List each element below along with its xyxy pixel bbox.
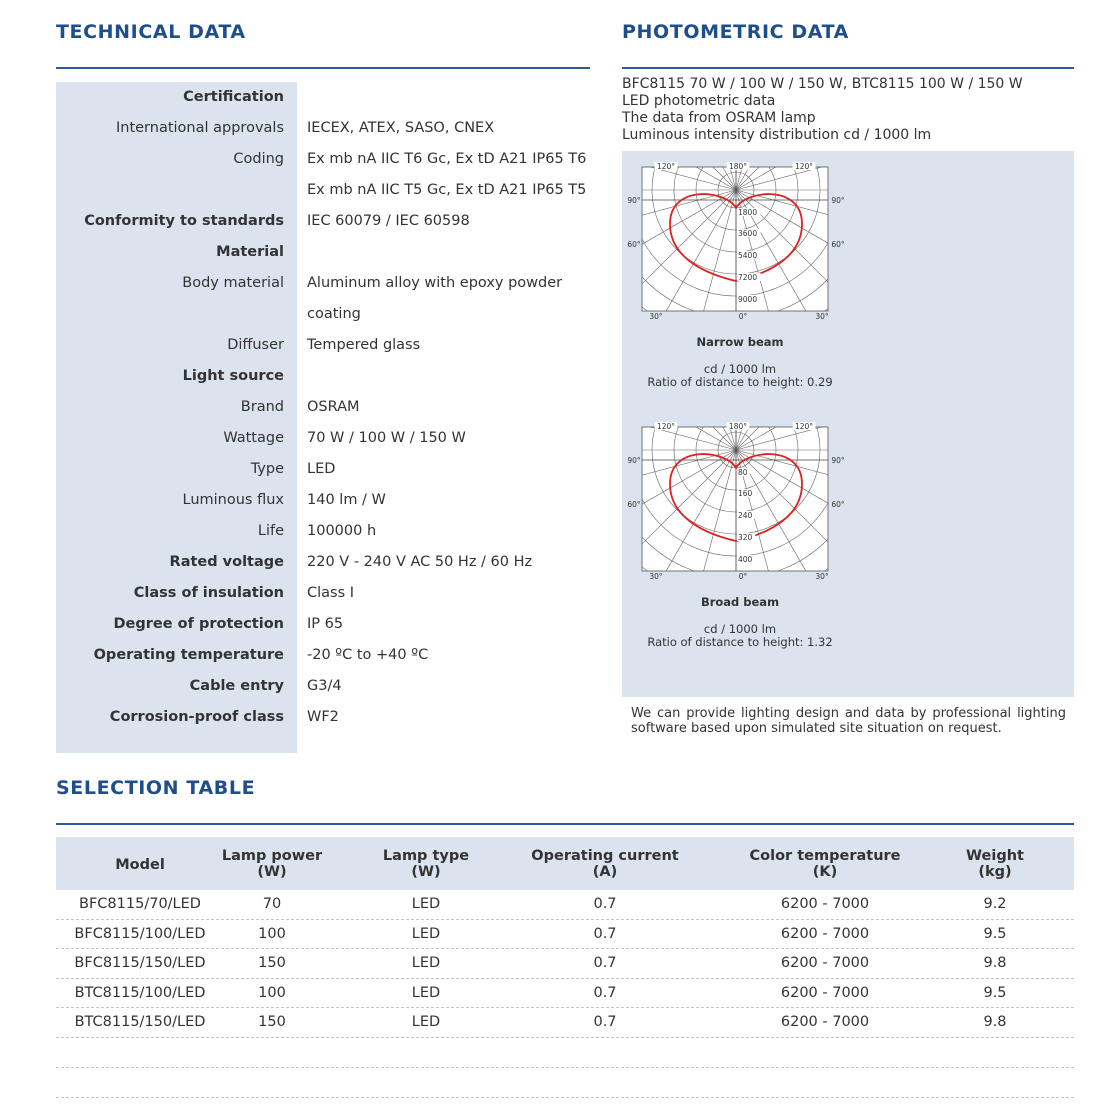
technical-row xyxy=(56,674,616,705)
header-title: Weight xyxy=(966,848,1024,864)
selection-cell: 6200 - 7000 xyxy=(780,896,870,912)
technical-row-value: Tempered glass xyxy=(307,337,421,353)
angle-label: 30° xyxy=(815,572,829,581)
technical-row-label: Body material xyxy=(182,275,284,291)
selection-cell: 6200 - 7000 xyxy=(780,955,870,971)
technical-title-rule xyxy=(56,67,590,69)
broad-beam-label: Broad beam xyxy=(700,595,780,609)
technical-row xyxy=(56,271,616,302)
ring-value-label: 320 xyxy=(738,533,753,542)
angle-label: 60° xyxy=(831,500,845,509)
selection-column-header: Model xyxy=(115,857,165,873)
broad-beam-ratio: Ratio of distance to height: 1.32 xyxy=(647,635,833,649)
photometric-lamp-source: The data from OSRAM lamp xyxy=(622,110,816,126)
selection-column-header xyxy=(531,848,678,880)
technical-row xyxy=(56,457,616,488)
technical-row-label: Conformity to standards xyxy=(84,213,284,229)
selection-cell: 0.7 xyxy=(593,984,617,1001)
selection-cell: 0.7 xyxy=(593,925,617,942)
photometric-models: BFC8115 70 W / 100 W / 150 W, BTC8115 100 W / 150 W xyxy=(622,76,1023,92)
technical-row xyxy=(56,178,616,209)
selection-cell: LED xyxy=(411,955,441,971)
selection-cell: BFC8115/150/LED xyxy=(74,955,206,971)
technical-row-label: Operating temperature xyxy=(93,647,284,663)
technical-row-value: Class I xyxy=(307,585,355,601)
technical-row xyxy=(56,550,616,581)
angle-label: 60° xyxy=(831,240,845,249)
header-unit: (W) xyxy=(411,864,441,880)
angle-label: 120° xyxy=(656,162,676,171)
selection-cell: 6200 - 7000 xyxy=(780,925,870,942)
angle-label: 120° xyxy=(794,422,814,431)
selection-column-header xyxy=(750,848,901,880)
technical-row xyxy=(56,395,616,426)
selection-cell: 0.7 xyxy=(593,1014,617,1030)
angle-label: 90° xyxy=(831,196,845,205)
angle-label: 0° xyxy=(738,572,748,581)
row-divider xyxy=(56,1007,1074,1008)
selection-cell: 70 xyxy=(262,896,282,912)
technical-row-value: 70 W / 100 W / 150 W xyxy=(307,430,466,446)
header-unit: (K) xyxy=(812,864,838,880)
selection-cell: 9.8 xyxy=(983,1014,1007,1030)
ring-value-label: 3600 xyxy=(738,229,758,238)
selection-cell: BFC8115/100/LED xyxy=(74,925,206,942)
technical-row xyxy=(56,302,616,333)
angle-label: 60° xyxy=(627,500,641,509)
narrow-beam-polar-diagram xyxy=(626,160,854,322)
selection-cell: LED xyxy=(411,984,441,1001)
ring-value-label: 160 xyxy=(738,489,753,498)
selection-column-header xyxy=(222,848,322,880)
row-divider xyxy=(56,948,1074,949)
ring-value-label: 5400 xyxy=(738,251,758,260)
technical-row xyxy=(56,116,616,147)
technical-row-label: Corrosion-proof class xyxy=(109,709,284,725)
technical-row xyxy=(56,147,616,178)
technical-row-value: -20 ºC to +40 ºC xyxy=(307,647,429,663)
technical-row-label: Cable entry xyxy=(189,678,284,694)
selection-cell: 9.5 xyxy=(983,984,1007,1001)
selection-column-header xyxy=(383,848,469,880)
technical-row xyxy=(56,488,616,519)
technical-row xyxy=(56,85,616,116)
selection-cell: LED xyxy=(411,925,441,942)
selection-column-header xyxy=(966,848,1024,880)
narrow-beam-unit: cd / 1000 lm xyxy=(703,362,777,376)
technical-row-label: Type xyxy=(250,461,284,477)
technical-row-label: Wattage xyxy=(223,430,284,446)
technical-row-value: 100000 h xyxy=(307,523,377,539)
selection-cell: 9.2 xyxy=(983,896,1007,912)
technical-row-label: Class of insulation xyxy=(133,585,284,601)
row-divider xyxy=(56,1097,1074,1098)
photometric-data-title: PHOTOMETRIC DATA xyxy=(622,21,849,43)
technical-data-title: TECHNICAL DATA xyxy=(56,21,246,43)
photometric-unit-description: Luminous intensity distribution cd / 1000 lm xyxy=(622,127,932,143)
technical-row xyxy=(56,240,616,271)
technical-row-label: International approvals xyxy=(115,120,284,136)
technical-row-label: Brand xyxy=(240,399,284,415)
row-divider xyxy=(56,1037,1074,1038)
row-divider xyxy=(56,1067,1074,1068)
ring-value-label: 400 xyxy=(738,555,753,564)
header-title: Color temperature xyxy=(749,848,901,864)
selection-cell: 150 xyxy=(258,1014,286,1030)
technical-row xyxy=(56,519,616,550)
technical-row xyxy=(56,333,616,364)
selection-cell: 6200 - 7000 xyxy=(780,984,870,1001)
technical-row-label: Life xyxy=(257,523,284,539)
ring-value-label: 7200 xyxy=(738,273,758,282)
angle-label: 120° xyxy=(794,162,814,171)
selection-cell: 0.7 xyxy=(593,955,617,971)
lighting-design-note: We can provide lighting design and data by professional lighting software based upon simulated site situation on request. xyxy=(631,706,1066,736)
selection-cell: 0.7 xyxy=(593,896,617,912)
technical-row xyxy=(56,209,616,240)
selection-cell: 150 xyxy=(258,955,286,971)
angle-label: 0° xyxy=(738,312,748,321)
selection-cell: 6200 - 7000 xyxy=(780,1014,870,1030)
technical-row xyxy=(56,612,616,643)
angle-label: 30° xyxy=(815,312,829,321)
angle-label: 180° xyxy=(728,422,748,431)
technical-row-value: IP 65 xyxy=(307,616,344,632)
technical-row-value: Ex mb nA IIC T6 Gc, Ex tD A21 IP65 T6 xyxy=(307,151,587,167)
selection-cell: 9.8 xyxy=(983,955,1007,971)
ring-value-label: 1800 xyxy=(738,208,758,217)
selection-cell: 100 xyxy=(258,984,286,1001)
technical-row xyxy=(56,581,616,612)
header-unit: (kg) xyxy=(978,864,1012,880)
technical-row-value: OSRAM xyxy=(307,399,360,415)
technical-row-label: Light source xyxy=(182,368,284,384)
technical-row-value: Ex mb nA IIC T5 Gc, Ex tD A21 IP65 T5 xyxy=(307,182,587,198)
technical-row-value: IECEX, ATEX, SASO, CNEX xyxy=(307,120,495,136)
ring-value-label: 240 xyxy=(738,511,753,520)
header-title: Operating current xyxy=(531,848,679,864)
technical-row-value: Aluminum alloy with epoxy powder xyxy=(307,275,563,291)
technical-row-value: coating xyxy=(307,306,361,322)
technical-row xyxy=(56,643,616,674)
technical-row-label: Degree of protection xyxy=(113,616,284,632)
technical-row-label: Material xyxy=(216,244,284,260)
technical-row-label: Luminous flux xyxy=(182,492,284,508)
technical-row-label: Rated voltage xyxy=(169,554,284,570)
selection-cell: LED xyxy=(411,896,441,912)
technical-row-value: IEC 60079 / IEC 60598 xyxy=(307,213,470,229)
technical-row-label: Diffuser xyxy=(227,337,284,353)
angle-label: 90° xyxy=(627,456,641,465)
technical-row xyxy=(56,705,616,736)
row-divider xyxy=(56,978,1074,979)
broad-beam-unit: cd / 1000 lm xyxy=(703,622,777,636)
technical-row-value: LED xyxy=(307,461,336,477)
row-divider xyxy=(56,919,1074,920)
technical-row-value: WF2 xyxy=(307,709,339,725)
technical-row-value: 140 lm / W xyxy=(307,492,386,508)
selection-title-rule xyxy=(56,823,1074,825)
header-unit: (W) xyxy=(257,864,287,880)
header-title: Lamp type xyxy=(382,848,470,864)
photometric-title-rule xyxy=(622,67,1074,69)
photometric-source-type: LED photometric data xyxy=(622,93,776,109)
angle-label: 30° xyxy=(649,312,663,321)
selection-cell: 9.5 xyxy=(983,925,1007,942)
selection-cell: BTC8115/100/LED xyxy=(74,984,206,1001)
angle-label: 90° xyxy=(627,196,641,205)
angle-label: 60° xyxy=(627,240,641,249)
selection-cell: 100 xyxy=(258,925,286,942)
selection-table-title: SELECTION TABLE xyxy=(56,777,256,799)
narrow-beam-label: Narrow beam xyxy=(696,335,784,349)
ring-value-label: 9000 xyxy=(738,295,758,304)
technical-row-value: 220 V - 240 V AC 50 Hz / 60 Hz xyxy=(307,554,533,570)
selection-cell: LED xyxy=(411,1014,441,1030)
angle-label: 120° xyxy=(656,422,676,431)
narrow-beam-ratio: Ratio of distance to height: 0.29 xyxy=(647,375,833,389)
broad-beam-polar-diagram xyxy=(626,420,854,582)
angle-label: 180° xyxy=(728,162,748,171)
ring-value-label: 80 xyxy=(738,468,748,477)
technical-row-label: Coding xyxy=(233,151,284,167)
technical-row-label: Certification xyxy=(183,89,284,105)
angle-label: 30° xyxy=(649,572,663,581)
technical-row-value: G3/4 xyxy=(307,678,342,694)
header-title: Lamp power xyxy=(221,848,323,864)
selection-cell: BFC8115/70/LED xyxy=(79,896,201,912)
angle-label: 90° xyxy=(831,456,845,465)
header-unit: (A) xyxy=(592,864,618,880)
technical-row xyxy=(56,426,616,457)
selection-cell: BTC8115/150/LED xyxy=(74,1014,206,1030)
technical-row xyxy=(56,364,616,395)
